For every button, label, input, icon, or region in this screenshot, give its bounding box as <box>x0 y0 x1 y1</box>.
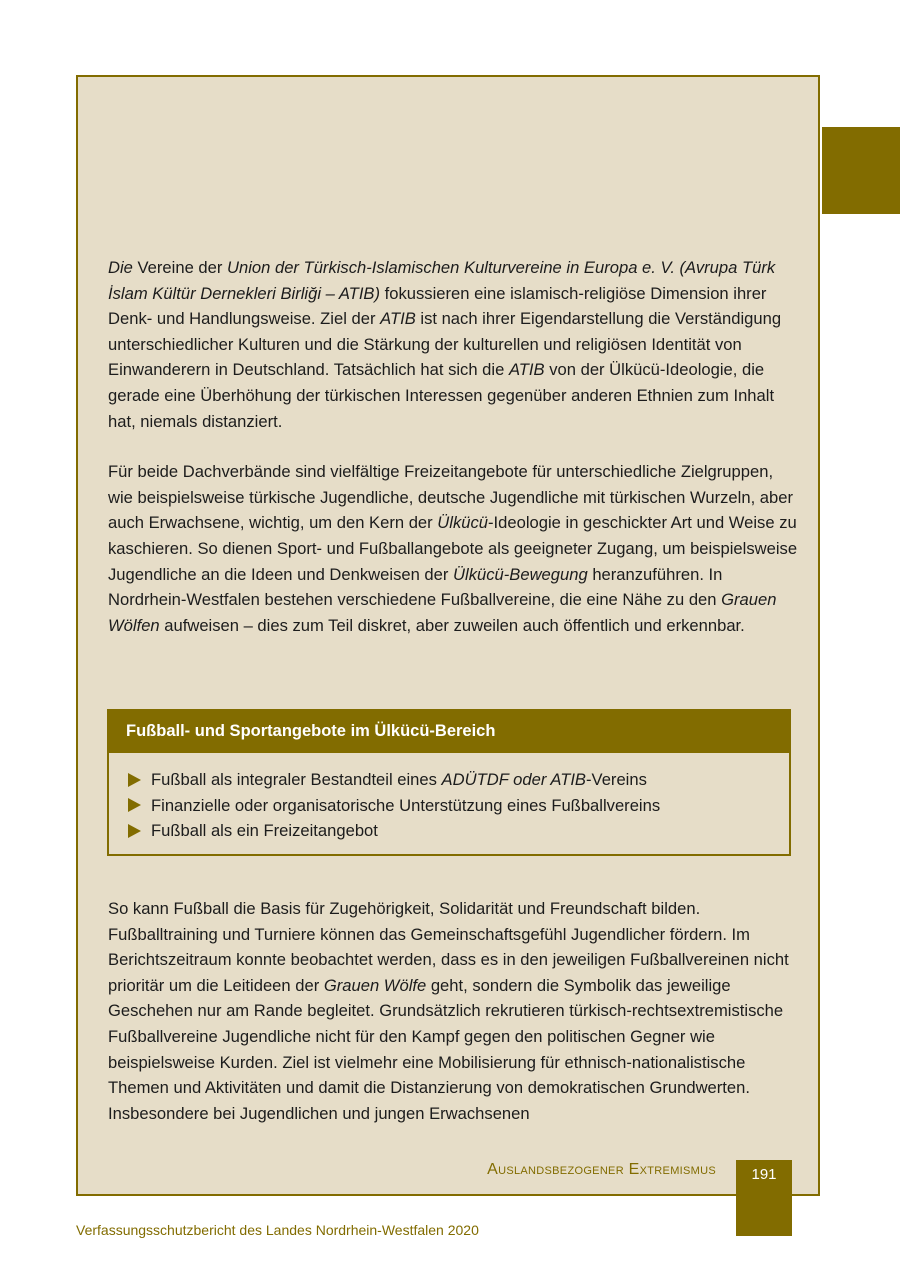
triangle-bullet-icon <box>128 773 141 787</box>
info-box <box>107 709 791 856</box>
list-item-text: Fußball als ein Freizeitangebot <box>151 821 378 841</box>
list-item <box>128 793 789 819</box>
intro-paragraph <box>108 255 798 434</box>
text-span: Für beide Dachverbände sind vielfältige Freizeitangebote für unterschiedliche Zielgruppen, wie beispielsweise türkische Jugendliche, deutsche Jugendliche mit türkischen Wurzeln, aber auch Erwachsene, wichtig, um den Kern der <box>108 462 794 533</box>
text-span: von der Ülkücü-Ideologie, die gerade eine Überhöhung der türkischen Interessen gegenüber anderen Ethnien zum Inhalt hat, niemals distanziert. <box>108 360 775 431</box>
page-number: 191 <box>736 1160 792 1236</box>
text-span: Die <box>108 258 133 277</box>
text-span: ist nach ihrer Eigendarstellung die Verständigung unterschiedlicher Kulturen und die Stärkung der kulturellen und religiösen Identität von Einwanderern in Deutschland. Tatsächlich hat sich die <box>108 309 782 380</box>
section-label: Auslandsbezogener Extremismus <box>487 1161 716 1178</box>
side-tab-marker <box>822 127 900 214</box>
text-span: Union der Türkisch-Islamischen Kulturvereine in Europa e. V. (Avrupa Türk İslam Kültür Dernekleri Birliği – ATIB) <box>108 258 776 303</box>
second-paragraph <box>108 459 798 638</box>
text-span: -Ideologie in geschickter Art und Weise zu kaschieren. So dienen Sport- und Fußballangebote als geeigneter Zugang, um beispielsweise Jugendliche an die Ideen und Denkweisen der <box>108 513 798 584</box>
text-span: ATIB <box>380 309 416 329</box>
text-span: ADÜTDF oder ATIB <box>441 770 587 789</box>
info-box-title: Fußball- und Sportangebote im Ülkücü-Bereich <box>109 711 789 753</box>
text-span: Grauen Wölfen <box>108 590 777 635</box>
text-span: Vereine der <box>132 258 227 277</box>
continuation-text <box>108 896 798 1126</box>
text-span: aufweisen – dies zum Teil diskret, aber zuweilen auch öffentlich und erkennbar. <box>159 615 745 635</box>
list-item-text: Finanzielle oder organisatorische Unterstützung eines Fußballvereins <box>151 795 661 815</box>
main-text <box>108 255 798 638</box>
info-box-list <box>109 753 789 844</box>
triangle-bullet-icon <box>128 798 141 812</box>
list-item-text <box>151 767 647 793</box>
text-span: Fußball als integraler Bestandteil eines <box>151 770 442 789</box>
footer-text: Verfassungsschutzbericht des Landes Nordrhein-Westfalen 2020 <box>76 1222 479 1238</box>
text-span: So kann Fußball die Basis für Zugehörigkeit, Solidarität und Freundschaft bilden. Fußballtraining und Turniere können das Gemeinschaftsgefühl Jugendlicher fördern. Im Berichtszeitraum konnte beobachtet werden, dass es in den jeweiligen Fußballvereinen nicht prioritär um die Leitideen der <box>108 899 789 995</box>
triangle-bullet-icon <box>128 824 141 838</box>
list-item <box>128 767 789 793</box>
text-span: -Vereins <box>586 770 647 789</box>
text-span: Ülkücü <box>437 513 489 533</box>
text-span: heranzuführen. In Nordrhein-Westfalen bestehen verschiedene Fußballvereine, die eine Nähe zu den <box>108 564 723 610</box>
text-span: fokussieren eine islamisch-religiöse Dimension ihrer Denk- und Handlungsweise. Ziel der <box>108 283 767 329</box>
text-span: Ülkücü-Bewegung <box>453 564 588 584</box>
text-span: Grauen Wölfe <box>323 975 427 995</box>
text-span: ATIB <box>508 360 545 380</box>
third-paragraph <box>108 896 798 1126</box>
text-span: geht, sondern die Symbolik das jeweilige Geschehen nur am Rande begleitet. Grundsätzlich rekrutieren türkisch-rechtsextremistische Fußballvereine Jugendliche nicht für den Kampf gegen den politischen Gegner wie beispielsweise Kurden. Ziel ist vielmehr eine Mobilisierung für ethnisch-nationalistische Themen und Aktivitäten und damit die Distanzierung von demokratischen Grundwerten. Insbesondere bei Jugendlichen und jungen Erwachsenen <box>108 975 784 1123</box>
list-item <box>128 818 789 844</box>
